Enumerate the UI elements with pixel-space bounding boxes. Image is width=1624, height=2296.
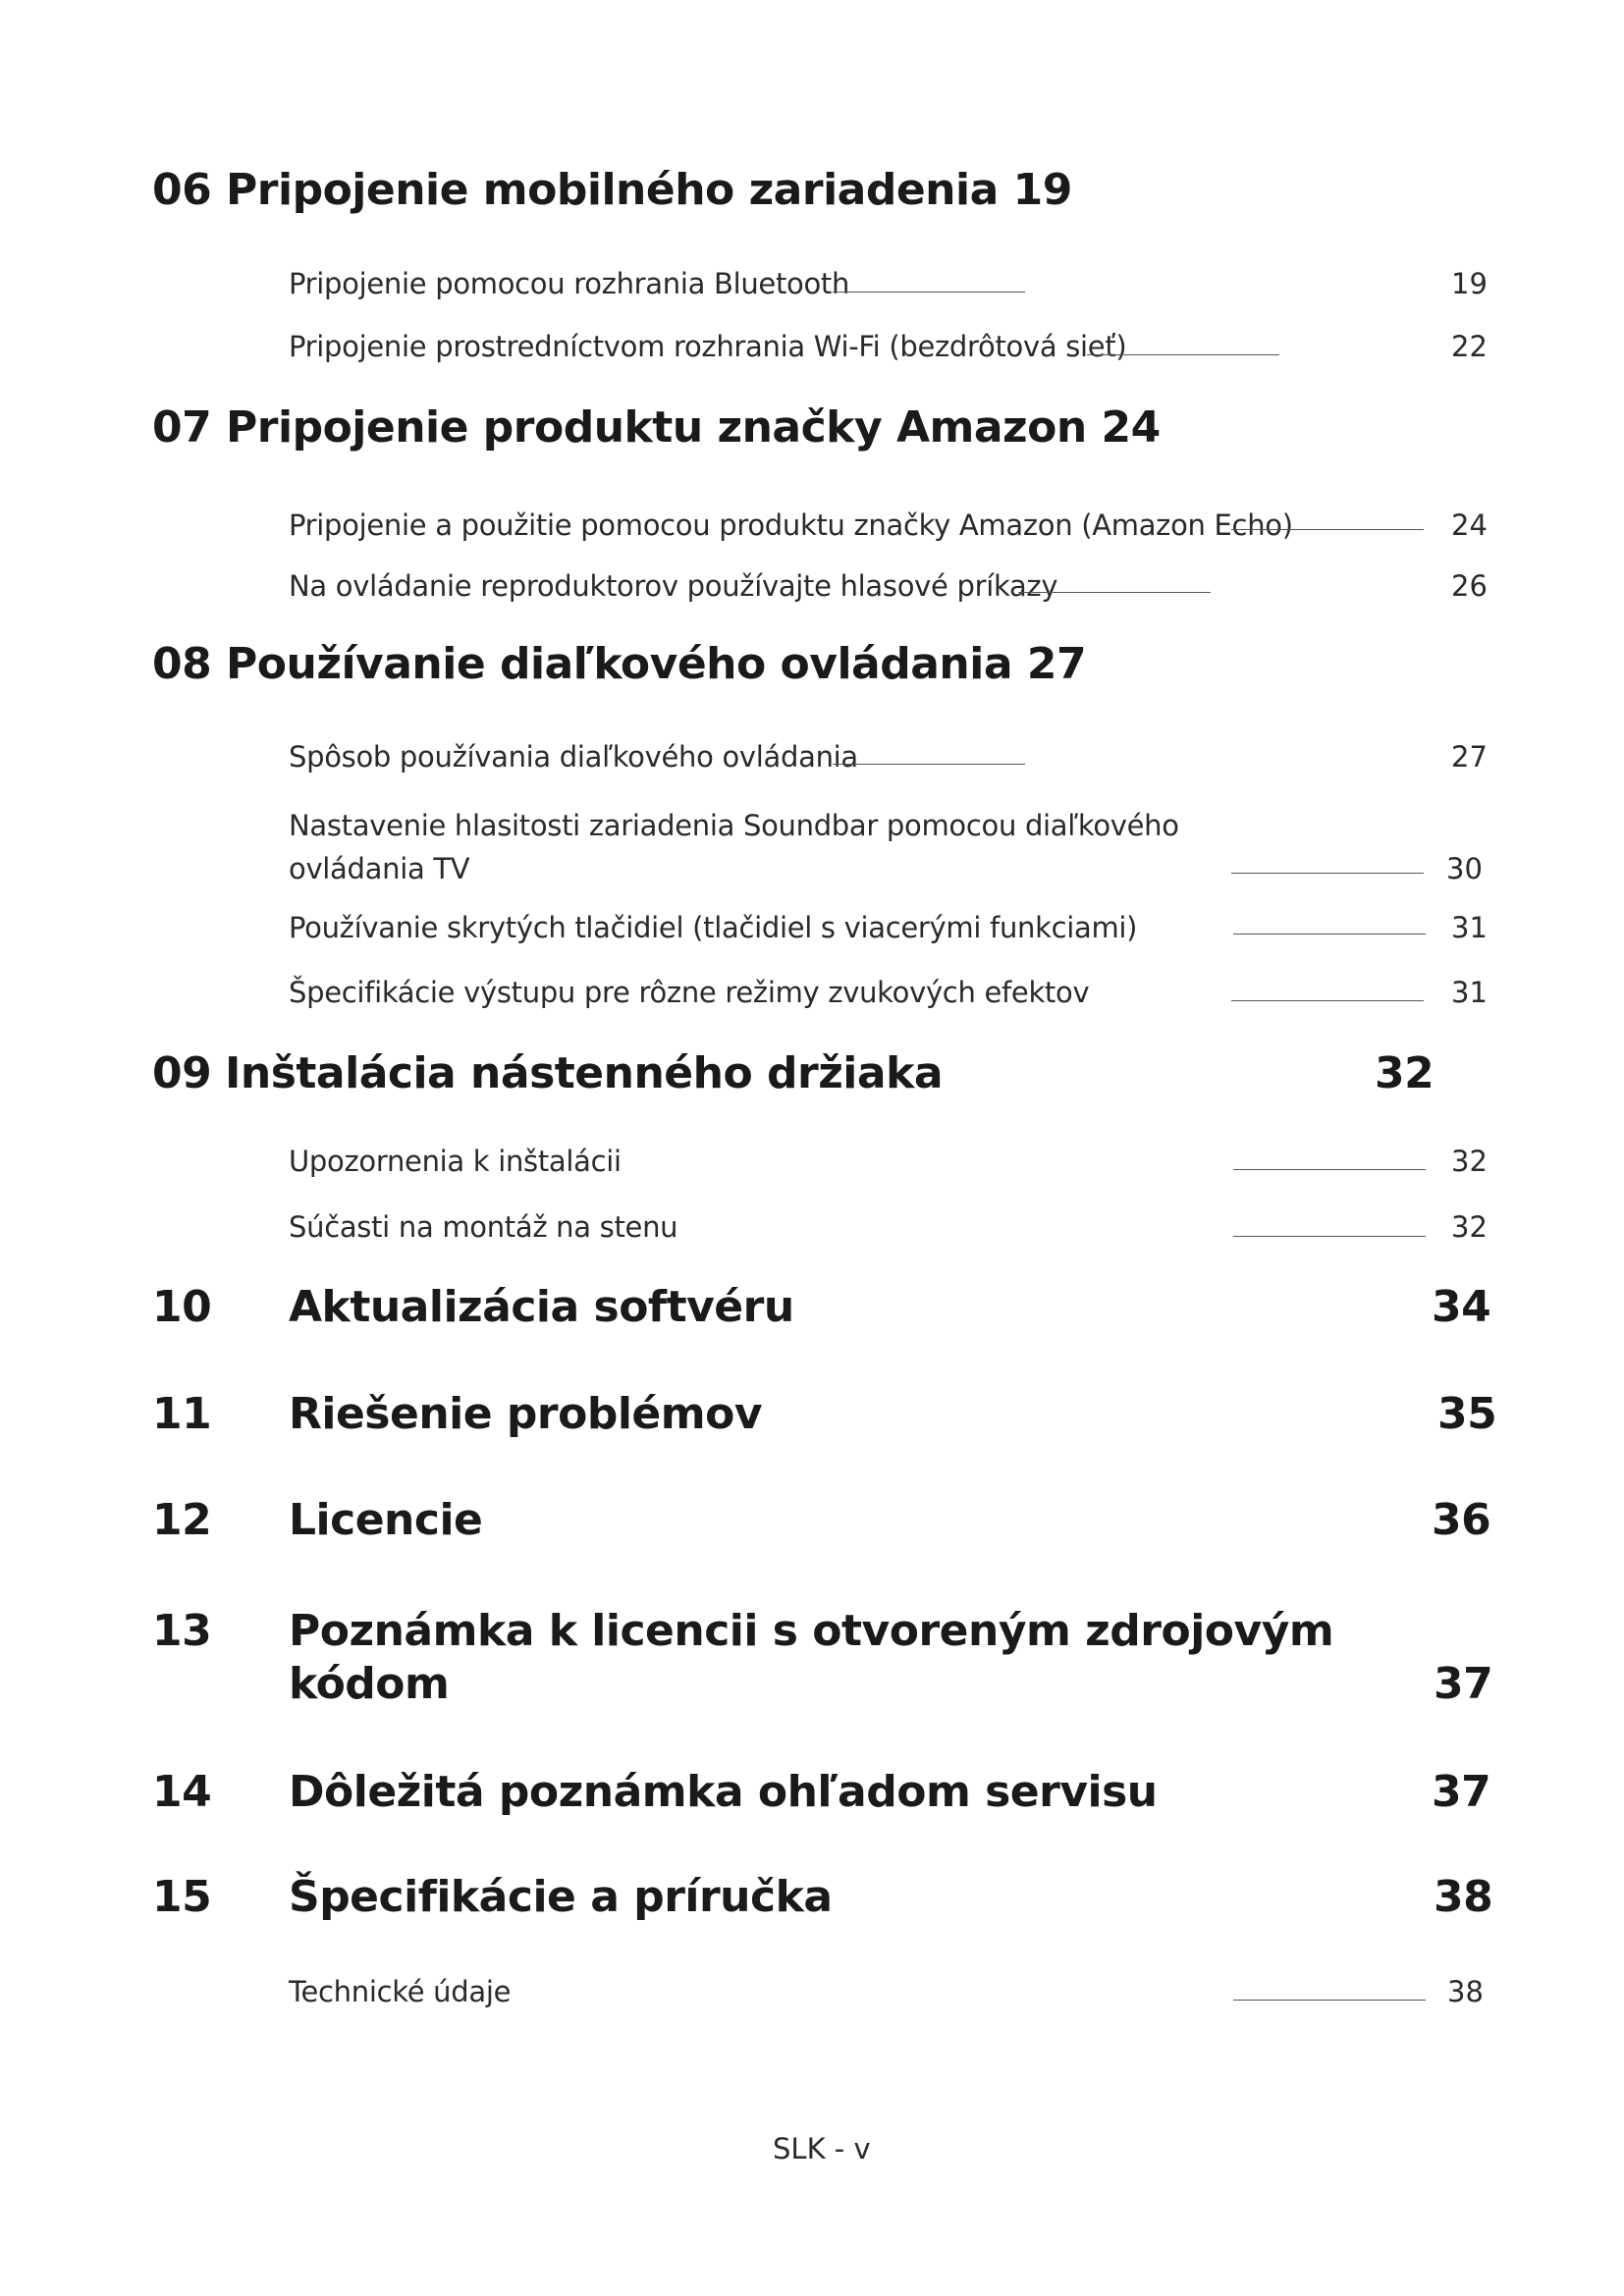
toc-entry-page: 19 (1451, 267, 1488, 300)
section-heading-08: 08 Používanie diaľkového ovládania 27 (152, 639, 1087, 689)
toc-entry-page: 22 (1451, 330, 1488, 363)
section-number: 12 (152, 1495, 212, 1545)
toc-entry-label-line2: ovládania TV (289, 852, 470, 885)
toc-entry-label: Pripojenie a použitie pomocou produktu značky Amazon (Amazon Echo) (289, 508, 1293, 542)
section-title: Špecifikácie a príručka (289, 1872, 833, 1922)
leader-line (1087, 354, 1279, 355)
leader-line (1231, 529, 1424, 530)
section-title: Inštalácia nástenného držiaka (225, 1048, 944, 1098)
section-page: 37 (1434, 1659, 1493, 1709)
section-title: Licencie (289, 1495, 483, 1545)
toc-entry-label: Pripojenie prostredníctvom rozhrania Wi-Fi (bezdrôtová sieť) (289, 330, 1127, 363)
section-title-line1: Poznámka k licencii s otvoreným zdrojovým (289, 1606, 1334, 1656)
section-number: 09 (152, 1048, 212, 1098)
leader-line (833, 292, 1025, 293)
toc-entry-label: Pripojenie pomocou rozhrania Bluetooth (289, 267, 850, 300)
leader-line (1231, 1000, 1424, 1001)
section-title: Dôležitá poznámka ohľadom servisu (289, 1767, 1158, 1817)
section-number: 10 (152, 1282, 212, 1332)
section-heading-06: 06 Pripojenie mobilného zariadenia 19 (152, 165, 1072, 215)
leader-line (1231, 873, 1424, 874)
section-title-line2: kódom (289, 1659, 450, 1709)
toc-entry-page: 27 (1451, 740, 1488, 774)
toc-entry-page: 31 (1451, 911, 1488, 944)
section-page: 36 (1432, 1495, 1491, 1545)
toc-entry-label-line1: Nastavenie hlasitosti zariadenia Soundbar pomocou diaľkového (289, 809, 1179, 842)
leader-line (1233, 1169, 1426, 1170)
toc-entry-label: Technické údaje (289, 1975, 512, 2008)
toc-entry-label: Používanie skrytých tlačidiel (tlačidiel s viacerými funkciami) (289, 911, 1138, 944)
toc-entry-page: 38 (1447, 1975, 1484, 2008)
page-footer: SLK - v (773, 2132, 871, 2165)
toc-entry-label: Špecifikácie výstupu pre rôzne režimy zvukových efektov (289, 976, 1090, 1009)
section-number: 15 (152, 1872, 212, 1922)
leader-line (1233, 1236, 1426, 1237)
section-page: 38 (1434, 1872, 1493, 1922)
section-title: Aktualizácia softvéru (289, 1282, 794, 1332)
section-number: 14 (152, 1767, 212, 1817)
toc-entry-label: Upozornenia k inštalácii (289, 1145, 622, 1178)
section-page: 34 (1432, 1282, 1491, 1332)
toc-entry-page: 26 (1451, 569, 1488, 603)
toc-entry-page: 30 (1446, 852, 1483, 885)
section-title: Riešenie problémov (289, 1389, 763, 1439)
toc-entry-page: 32 (1451, 1210, 1488, 1244)
section-page: 37 (1432, 1767, 1491, 1817)
section-page: 35 (1437, 1389, 1497, 1439)
toc-entry-label: Spôsob používania diaľkového ovládania (289, 740, 858, 774)
toc-entry-page: 32 (1451, 1145, 1488, 1178)
leader-line (833, 764, 1025, 765)
toc-entry-page: 31 (1451, 976, 1488, 1009)
section-number: 13 (152, 1606, 212, 1656)
section-page: 32 (1375, 1048, 1435, 1098)
section-heading-07: 07 Pripojenie produktu značky Amazon 24 (152, 402, 1161, 453)
toc-entry-label: Na ovládanie reproduktorov používajte hlasové príkazy (289, 569, 1058, 603)
toc-entry-label: Súčasti na montáž na stenu (289, 1210, 678, 1244)
leader-line (1018, 592, 1211, 593)
leader-line (1233, 2000, 1426, 2001)
section-number: 11 (152, 1389, 212, 1439)
toc-entry-page: 24 (1451, 508, 1488, 542)
